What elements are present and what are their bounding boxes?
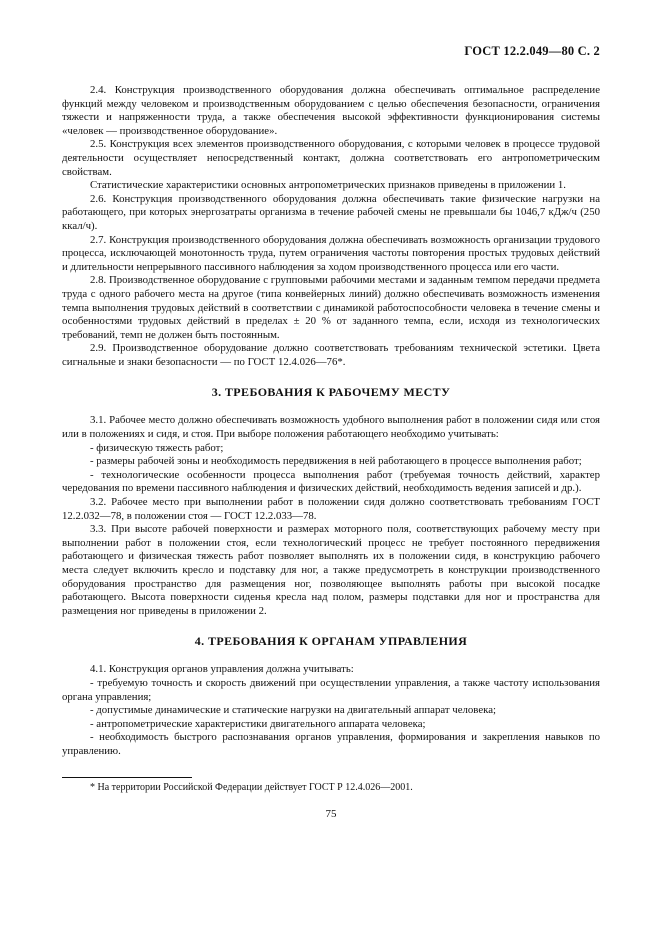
- list-item: - антропометрические характеристики двигательного аппарата человека;: [90, 717, 426, 730]
- paragraph-2-9: 2.9. Производственное оборудование должно соответствовать требованиям технической эстетики. Цвета сигнальные и знаки безопасности — по ГОСТ 12.4.026—76*.: [62, 342, 600, 368]
- footnote-divider: [62, 777, 192, 778]
- footnote-area: [62, 773, 600, 794]
- paragraph-3-2: 3.2. Рабочее место при выполнении работ в положении сидя должно соответствовать требованиям ГОСТ 12.2.032—78, в положении стоя — ГОСТ 12.2.033—78.: [62, 496, 600, 522]
- section-4-heading: 4. ТРЕБОВАНИЯ К ОРГАНАМ УПРАВЛЕНИЯ: [194, 634, 468, 649]
- list-item: - необходимость быстрого распознавания органов управления, формирования и закрепления навыков по управлению.: [62, 731, 600, 757]
- paragraph-4-1: 4.1. Конструкция органов управления должна учитывать:: [90, 663, 354, 676]
- page-number: 75: [325, 807, 337, 820]
- paragraph-2-5-note: Статистические характеристики основных антропометрических признаков приведены в приложении 1.: [90, 179, 567, 192]
- list-item: - требуемую точность и скорость движений при осуществлении управления, а также частоту использования органа управления;: [62, 676, 600, 703]
- footnote: * На территории Российской Федерации действует ГОСТ Р 12.4.026—2001.: [90, 781, 413, 793]
- paragraph-2-5: 2.5. Конструкция всех элементов производственного оборудования, с которыми человек в процессе трудовой деятельности осуществляет непосредственный контакт, должна соответствовать его антропометрическим свойствам.: [62, 138, 600, 178]
- list-item: - физическую тяжесть работ;: [90, 441, 224, 454]
- list-item: - допустимые динамические и статические нагрузки на двигательный аппарат человека;: [90, 704, 496, 717]
- section-2-continuation: [62, 84, 600, 369]
- paragraph-3-3: 3.3. При высоте рабочей поверхности и размерах моторного поля, соответствующих рабочему месту при выполнении работ в положении стоя, если технологический процесс не требует постоянного передвижения работающего и физическая тяжесть работ позволяет выполнять их в положении сидя, в конструкцию рабочего места следует включить кресло и подставку для ног, а также предусмотреть в конструкции производственного оборудования пространство для размещения ног, позволяющее выполнять работы при высокой посадке работающего. Высота поверхности сиденья кресла над полом, размеры подставки для ног и пространства для размещения ног приведены в приложении 2.: [62, 523, 600, 617]
- section-3-heading: 3. ТРЕБОВАНИЯ К РАБОЧЕМУ МЕСТУ: [211, 385, 451, 400]
- list-item: - технологические особенности процесса выполнения работ (требуемая точность действий, характер чередования по времени пассивного наблюдения и физических действий, необходимость ведения записей и др.).: [62, 468, 600, 495]
- list-item: - размеры рабочей зоны и необходимость передвижения в ней работающего в процессе выполнения работ;: [90, 455, 582, 468]
- document-body: [62, 84, 600, 820]
- paragraph-2-7: 2.7. Конструкция производственного оборудования должна обеспечивать возможность организации трудового процесса, исключающей монотонность труда, путем ограничения частоты повторения простых трудовых действий и длительности непрерывного пассивного наблюдения за ходом производственного процесса или его части.: [62, 233, 600, 273]
- section-4: [62, 634, 600, 758]
- paragraph-2-4: 2.4. Конструкция производственного оборудования должна обеспечивать оптимальное распределение функций между человеком и производственным оборудованием с целью обеспечения безопасности, ограничения тяжести и напряженности труда, а также обеспечения высокой эффективности функционирования системы «человек — производственное оборудование».: [62, 84, 600, 137]
- paragraph-3-1: 3.1. Рабочее место должно обеспечивать возможность удобного выполнения работ в положении сидя или стоя или в положениях и сидя, и стоя. При выборе положения работающего необходимо учитывать:: [62, 414, 600, 441]
- paragraph-2-6: 2.6. Конструкция производственного оборудования должна обеспечивать такие физические нагрузки на работающего, при которых энергозатраты организма в течение рабочей смены не превышали бы 1046,7 кДж/ч (250 ккал/ч).: [62, 192, 600, 232]
- page-header: ГОСТ 12.2.049—80 С. 2: [464, 44, 600, 58]
- section-3: [62, 385, 600, 618]
- paragraph-2-8: 2.8. Производственное оборудование с групповыми рабочими местами и заданным темпом передачи предмета труда с одного рабочего места на другое (типа конвейерных линий) должно обеспечивать возможность изменения темпа выполнения трудовых действий в соответствии с динамикой работоспособности человека в течение смены и особенностями трудовых действий в пределах ± 20 % от заданного темпа, если, исходя из технологических требований, темп не должен быть постоянным.: [62, 274, 600, 341]
